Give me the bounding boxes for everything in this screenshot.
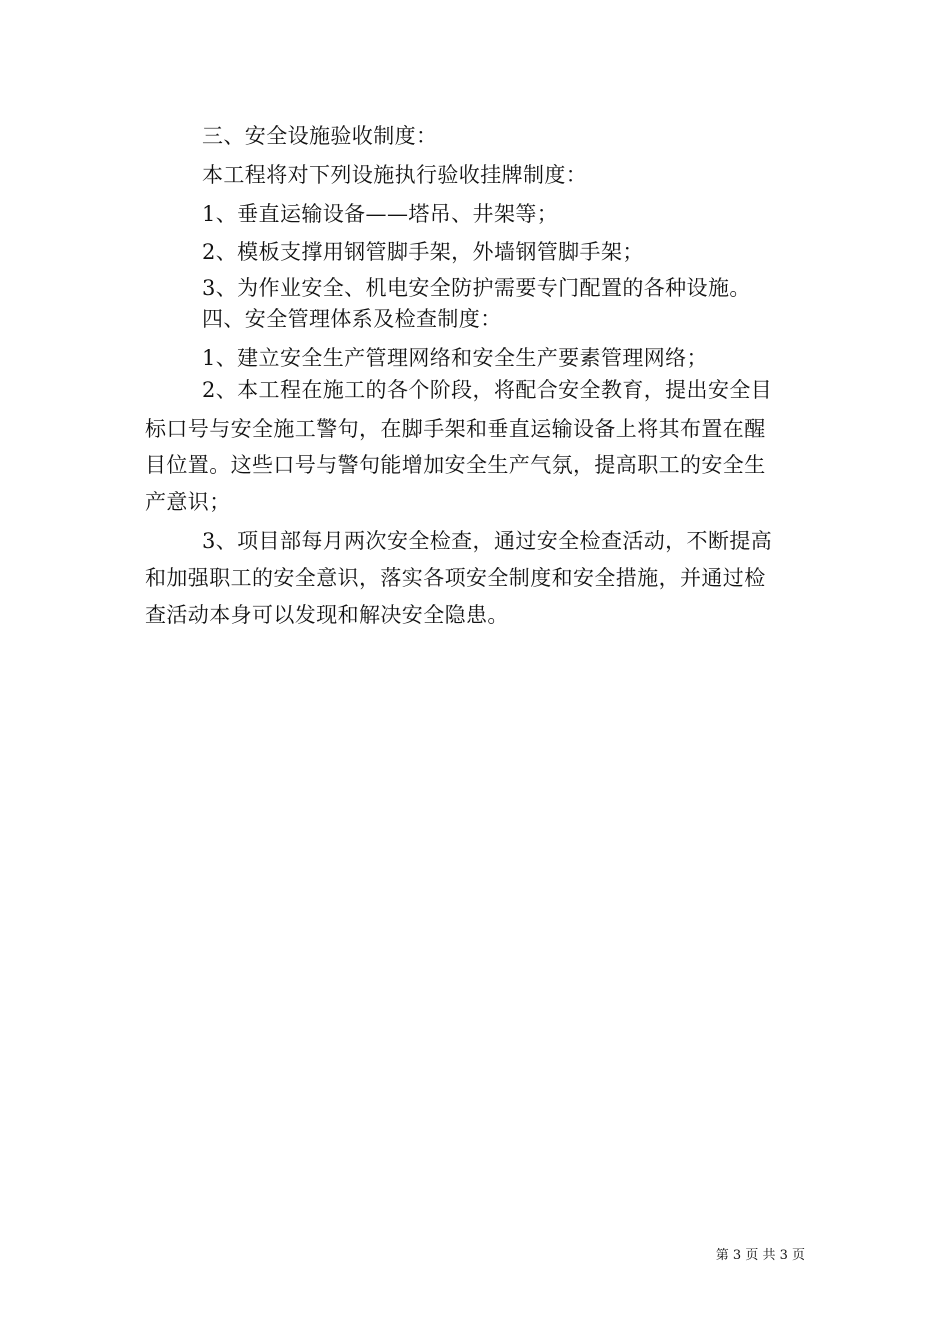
heading-facility-acceptance: 三、安全设施验收制度： bbox=[202, 124, 438, 148]
list-item: 1、垂直运输设备——塔吊、井架等； bbox=[202, 202, 559, 226]
paragraph-line: 和加强职工的安全意识，落实各项安全制度和安全措施，并通过检 bbox=[145, 566, 766, 590]
list-item: 3、为作业安全、机电安全防护需要专门配置的各种设施。 bbox=[202, 276, 751, 300]
paragraph-line: 标口号与安全施工警句，在脚手架和垂直运输设备上将其布置在醒 bbox=[145, 417, 766, 441]
paragraph-line: 查活动本身可以发现和解决安全隐患。 bbox=[145, 603, 509, 627]
list-item: 2、模板支撑用钢管脚手架，外墙钢管脚手架； bbox=[202, 240, 644, 264]
paragraph-line: 目位置。这些口号与警句能增加安全生产气氛，提高职工的安全生 bbox=[145, 453, 766, 477]
heading-safety-management: 四、安全管理体系及检查制度： bbox=[202, 307, 502, 331]
list-item: 1、建立安全生产管理网络和安全生产要素管理网络； bbox=[202, 346, 708, 370]
paragraph-line: 产意识； bbox=[145, 490, 231, 514]
paragraph-line: 本工程将对下列设施执行验收挂牌制度： bbox=[202, 163, 588, 187]
page-number-footer: 第 3 页 共 3 页 bbox=[715, 1248, 805, 1263]
paragraph-line: 2、本工程在施工的各个阶段，将配合安全教育，提出安全目 bbox=[202, 378, 773, 402]
paragraph-line: 3、项目部每月两次安全检查，通过安全检查活动，不断提高 bbox=[202, 529, 773, 553]
